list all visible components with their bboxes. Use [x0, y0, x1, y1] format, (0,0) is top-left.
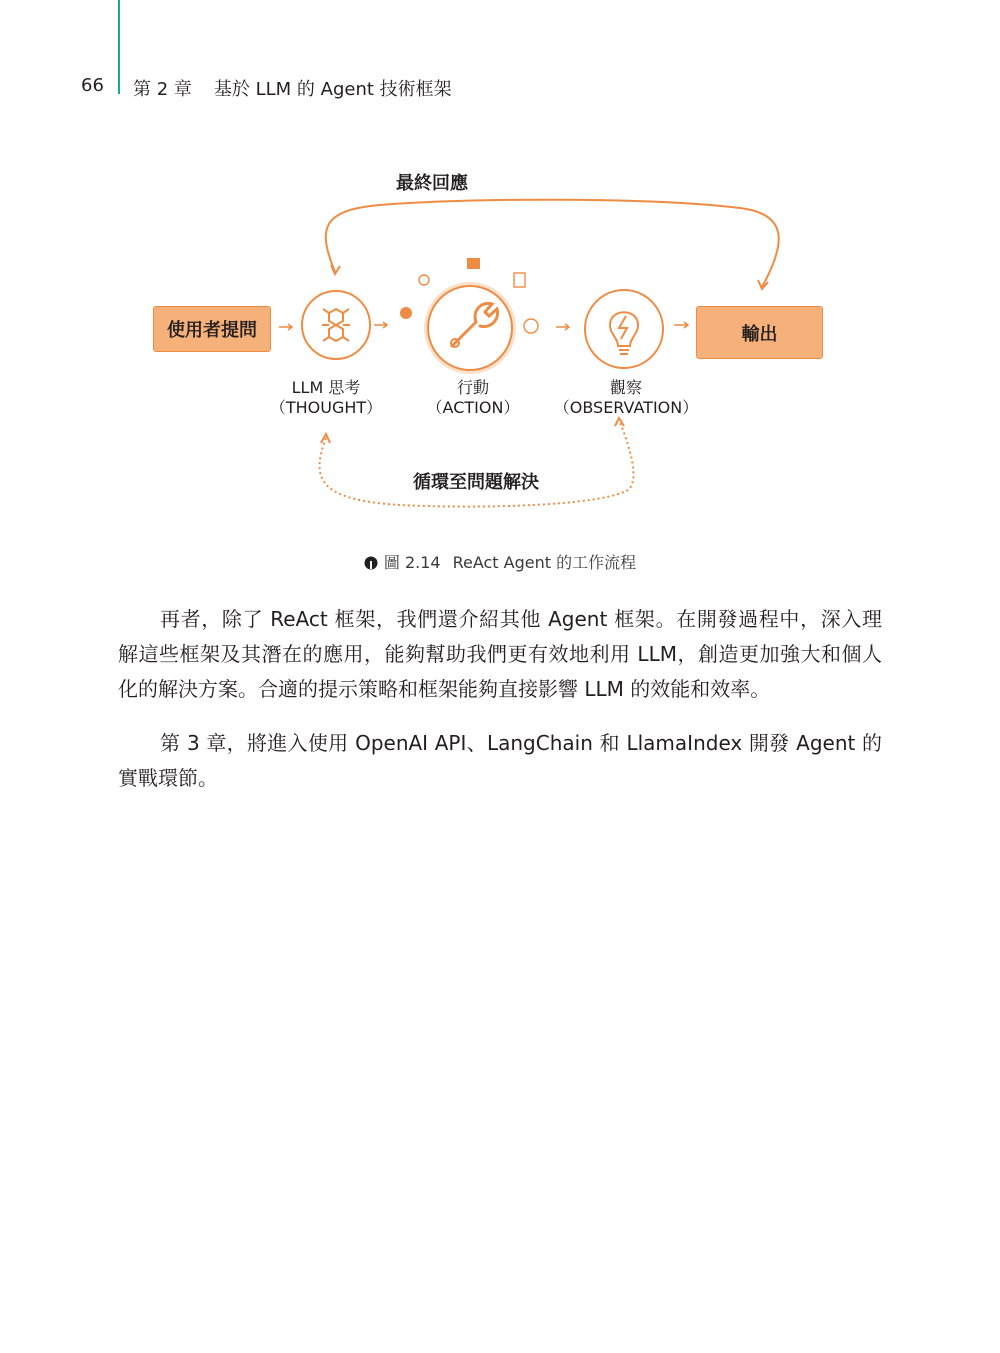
thought-label: LLM 思考 （THOUGHT）: [269, 378, 383, 417]
react-workflow-figure: [0, 150, 1000, 550]
final-response-label: 最終回應: [396, 173, 468, 194]
output-box: 輸出: [696, 306, 823, 359]
final-response-arc: [326, 200, 779, 287]
figure-caption: [0, 550, 1000, 573]
loop-arrowhead-right: [615, 418, 624, 426]
caption-text: ReAct Agent 的工作流程: [452, 553, 637, 572]
caption-number: 圖 2.14: [383, 553, 441, 572]
caption-icon: [364, 556, 378, 570]
loop-label: 循環至問題解決: [413, 472, 539, 493]
page-number: 66: [81, 75, 104, 96]
arc-arrowhead-left: [331, 265, 340, 274]
running-head: [133, 75, 452, 101]
observation-label: 觀察 （OBSERVATION）: [553, 378, 699, 417]
header-rule: [118, 0, 120, 94]
user-question-box: 使用者提問: [153, 306, 271, 352]
body-paragraph-1: 再者，除了 ReAct 框架，我們還介紹其他 Agent 框架。在開發過程中，深入理解這些框架及其潛在的應用，能夠幫助我們更有效地利用 LLM，創造更加強大和個人化的解決方案。合適的提示策略和框架能夠直接影響 LLM 的效能和效率。: [118, 607, 882, 701]
chapter-title: 基於 LLM 的 Agent 技術框架: [213, 79, 452, 100]
body-paragraph-2: 第 3 章，將進入使用 OpenAI API、LangChain 和 LlamaIndex 開發 Agent 的實戰環節。: [118, 731, 882, 790]
chapter-label: 第 2 章: [133, 79, 192, 100]
action-label: 行動 （ACTION）: [426, 378, 520, 417]
